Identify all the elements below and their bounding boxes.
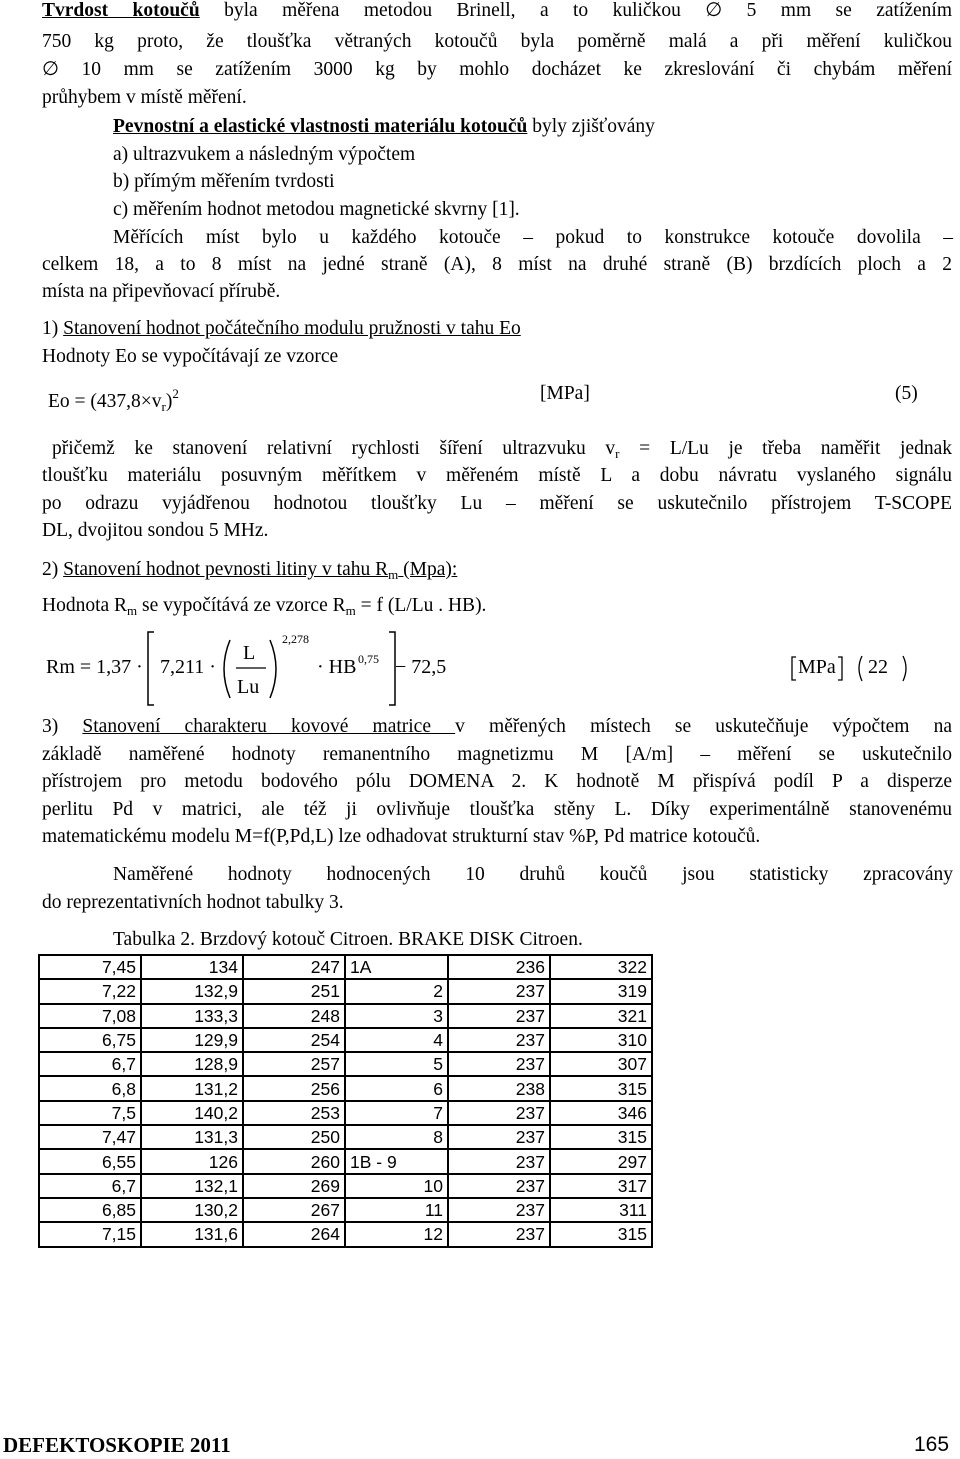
table-cell: 237 xyxy=(448,1125,550,1149)
table-row xyxy=(39,1174,652,1198)
table-cell: 236 xyxy=(448,955,550,979)
table-cell: 257 xyxy=(243,1052,345,1076)
table-cell: 6,8 xyxy=(39,1076,141,1100)
table-cell: 237 xyxy=(448,1004,550,1028)
table-cell: 6 xyxy=(345,1076,448,1100)
eq22-number: 22 xyxy=(868,656,888,678)
table-cell: 2 xyxy=(345,979,448,1003)
sec2-intro-sub2: m xyxy=(345,603,356,618)
table-row xyxy=(39,979,652,1003)
footer-journal: DEFEKTOSKOPIE 2011 xyxy=(3,1433,231,1457)
sec1-title: Stanovení hodnot počátečního modulu pružnosti v tahu Eo xyxy=(63,318,521,339)
table-cell: 132,1 xyxy=(141,1174,243,1198)
table-cell: 260 xyxy=(243,1149,345,1173)
sec1-text-2: tloušťku materiálu posuvným měřítkem v měřeném místě L a dobu návratu vyslaného signálu xyxy=(42,465,952,486)
table-caption: Tabulka 2. Brzdový kotouč Citroen. BRAKE DISK Citroen. xyxy=(113,929,583,950)
props-item-c: c) měřením hodnot metodou magnetické skvrny [1]. xyxy=(113,199,520,220)
data-table-body xyxy=(39,955,652,1247)
table-cell: 237 xyxy=(448,1174,550,1198)
sec2-intro-sub1: m xyxy=(127,603,138,618)
data-table xyxy=(38,954,653,1248)
sec2-title-end: (Mpa): xyxy=(398,559,458,580)
props-heading-rest: byly zjišťovány xyxy=(527,116,655,137)
intro-line-3: ∅ 10 mm se zatížením 3000 kg by mohlo docházet ke zkreslování či chybám měření xyxy=(42,59,952,80)
table-cell: 315 xyxy=(550,1076,652,1100)
table-cell: 346 xyxy=(550,1101,652,1125)
table-cell: 237 xyxy=(448,1052,550,1076)
table-cell: 6,7 xyxy=(39,1052,141,1076)
sec2-title-sub: m xyxy=(388,567,399,582)
intro-rest: byla měřena metodou Brinell, a to kuličkou ∅ 5 mm se zatížením xyxy=(199,0,952,21)
sec2-intro-a: Hodnota R xyxy=(42,595,128,616)
table-cell: 311 xyxy=(550,1198,652,1222)
table-cell: 128,9 xyxy=(141,1052,243,1076)
eq5-left: Eo = (437,8×v xyxy=(48,391,162,412)
table-cell: 297 xyxy=(550,1149,652,1173)
table-cell: 247 xyxy=(243,955,345,979)
props-heading-bold: Pevnostní a elastické vlastnosti materiálu kotoučů xyxy=(113,116,528,137)
eq5-unit: [MPa] xyxy=(540,383,590,404)
table-cell: 315 xyxy=(550,1222,652,1246)
table-cell: 317 xyxy=(550,1174,652,1198)
sec3-line-1 xyxy=(42,713,952,741)
table-cell: 131,6 xyxy=(141,1222,243,1246)
table-cell: 3 xyxy=(345,1004,448,1028)
table-cell: 307 xyxy=(550,1052,652,1076)
table-row xyxy=(39,1052,652,1076)
table-cell: 237 xyxy=(448,1198,550,1222)
table-cell: 237 xyxy=(448,979,550,1003)
table-cell: 5 xyxy=(345,1052,448,1076)
table-cell: 264 xyxy=(243,1222,345,1246)
table-cell: 321 xyxy=(550,1004,652,1028)
sec3-line-1-rest: v měřených místech se uskutečňuje výpočtem na xyxy=(455,716,952,737)
table-cell: 315 xyxy=(550,1125,652,1149)
table-cell: 126 xyxy=(141,1149,243,1173)
sec1-intro: Hodnoty Eo se vypočítávají ze vzorce xyxy=(42,346,339,367)
table-cell: 6,7 xyxy=(39,1174,141,1198)
table-cell: 267 xyxy=(243,1198,345,1222)
eq5-number: (5) xyxy=(895,383,918,404)
footer-page-number: 165 xyxy=(914,1433,950,1456)
table-cell: 253 xyxy=(243,1101,345,1125)
table-row xyxy=(39,955,652,979)
table-cell: 7,47 xyxy=(39,1125,141,1149)
table-cell: 132,9 xyxy=(141,979,243,1003)
table-row xyxy=(39,1076,652,1100)
sec1-text-3: po odrazu vyjádřenou hodnotou tloušťky Lu – měření se uskutečnilo přístrojem T-SCOPE xyxy=(42,493,952,514)
eq22-coef: 7,211 · xyxy=(160,656,216,678)
table-cell: 254 xyxy=(243,1028,345,1052)
summary-line-2: do reprezentativních hodnot tabulky 3. xyxy=(42,892,344,913)
sec2-title-text: Stanovení hodnot pevnosti litiny v tahu R xyxy=(63,559,389,580)
table-cell: 131,2 xyxy=(141,1076,243,1100)
sec2-intro-c: = f (L/Lu . HB). xyxy=(355,595,487,616)
sec1-text-1b: = L/Lu je třeba naměřit jednak xyxy=(619,438,952,459)
table-row xyxy=(39,1198,652,1222)
table-row xyxy=(39,1028,652,1052)
table-cell: 4 xyxy=(345,1028,448,1052)
eq22-exp2: 0,75 xyxy=(358,652,379,666)
table-cell: 12 xyxy=(345,1222,448,1246)
sec1-num: 1) xyxy=(42,318,64,339)
eq22-unit: MPa xyxy=(798,656,836,678)
table-cell: 134 xyxy=(141,955,243,979)
sec3-num: 3) xyxy=(42,716,83,737)
table-cell: 1A xyxy=(345,955,448,979)
points-line-1: Měřících míst bylo u každého kotouče – pokud to konstrukce kotouče dovolila – xyxy=(113,227,953,248)
eq22-den: Lu xyxy=(237,676,260,698)
table-cell: 319 xyxy=(550,979,652,1003)
table-row xyxy=(39,1101,652,1125)
intro-line-2: 750 kg proto, že tloušťka větraných kotoučů byla poměrně malá a při měření kuličkou xyxy=(42,31,952,52)
sec3-title: Stanovení charakteru kovové matrice xyxy=(82,716,456,737)
eq22-num: L xyxy=(243,642,256,664)
table-cell: 140,2 xyxy=(141,1101,243,1125)
summary-line-1: Naměřené hodnoty hodnocených 10 druhů koučů jsou statisticky zpracovány xyxy=(113,864,953,885)
table-cell: 1B - 9 xyxy=(345,1149,448,1173)
eq22-minus: − 72,5 xyxy=(395,656,447,678)
sec1-text-1a: přičemž ke stanovení relativní rychlosti šíření ultrazvuku v xyxy=(52,438,616,459)
intro-line-4: průhybem v místě měření. xyxy=(42,87,247,108)
table-cell: 7,22 xyxy=(39,979,141,1003)
points-line-3: místa na připevňovací přírubě. xyxy=(42,281,281,302)
table-cell: 10 xyxy=(345,1174,448,1198)
table-cell: 237 xyxy=(448,1028,550,1052)
table-cell: 7 xyxy=(345,1101,448,1125)
table-cell: 7,08 xyxy=(39,1004,141,1028)
eq22-lhs: Rm = 1,37 · xyxy=(46,656,143,678)
table-cell: 248 xyxy=(243,1004,345,1028)
eq5-close: ) xyxy=(165,391,173,412)
table-cell: 237 xyxy=(448,1101,550,1125)
table-cell: 6,75 xyxy=(39,1028,141,1052)
table-cell: 131,3 xyxy=(141,1125,243,1149)
table-cell: 7,15 xyxy=(39,1222,141,1246)
sec3-line-4: perlitu Pd v matrici, ale též ji ovlivňuje tloušťka stěny L. Díky experimentálně stanovenému xyxy=(42,799,952,820)
sec3-line-2: základě naměřené hodnoty remanentního magnetizmu M [A/m] – měření se uskutečnilo xyxy=(42,744,952,765)
table-cell: 7,5 xyxy=(39,1101,141,1125)
table-cell: 269 xyxy=(243,1174,345,1198)
table-cell: 8 xyxy=(345,1125,448,1149)
table-cell: 250 xyxy=(243,1125,345,1149)
table-row xyxy=(39,1222,652,1246)
eq22-hb: · HB xyxy=(317,656,357,678)
sec1-text-sub: r xyxy=(615,446,620,461)
table-cell: 256 xyxy=(243,1076,345,1100)
table-cell: 129,9 xyxy=(141,1028,243,1052)
table-cell: 6,85 xyxy=(39,1198,141,1222)
table-cell: 238 xyxy=(448,1076,550,1100)
table-cell: 310 xyxy=(550,1028,652,1052)
table-cell: 251 xyxy=(243,979,345,1003)
sec2-intro-b: se vypočítává ze vzorce R xyxy=(137,595,346,616)
table-cell: 322 xyxy=(550,955,652,979)
intro-bold: Tvrdost kotoučů xyxy=(42,0,200,21)
table-cell: 11 xyxy=(345,1198,448,1222)
sec3-line-3: přístrojem pro metodu bodového pólu DOMENA 2. K hodnotě M přispívá podíl P a disperze xyxy=(42,771,952,792)
table-cell: 7,45 xyxy=(39,955,141,979)
sec2-num: 2) xyxy=(42,559,64,580)
props-item-a: a) ultrazvukem a následným výpočtem xyxy=(113,144,416,165)
table-cell: 130,2 xyxy=(141,1198,243,1222)
eq22-brackets xyxy=(0,0,960,720)
table-cell: 6,55 xyxy=(39,1149,141,1173)
table-cell: 237 xyxy=(448,1149,550,1173)
table-row xyxy=(39,1149,652,1173)
eq5-sub: r xyxy=(161,399,166,414)
eq5-sup: 2 xyxy=(172,386,179,401)
table-cell: 133,3 xyxy=(141,1004,243,1028)
eq22-exp1: 2,278 xyxy=(282,632,309,646)
table-row xyxy=(39,1125,652,1149)
sec3-line-5: matematickému modelu M=f(P,Pd,L) lze odhadovat strukturní stav %P, Pd matrice kotoučů. xyxy=(42,826,761,847)
props-item-b: b) přímým měřením tvrdosti xyxy=(113,171,335,192)
sec1-text-4: DL, dvojitou sondou 5 MHz. xyxy=(42,520,269,541)
points-line-2: celkem 18, a to 8 míst na jedné straně (A), 8 míst na druhé straně (B) brzdících ploch a 2 xyxy=(42,254,952,275)
table-row xyxy=(39,1004,652,1028)
table-cell: 237 xyxy=(448,1222,550,1246)
